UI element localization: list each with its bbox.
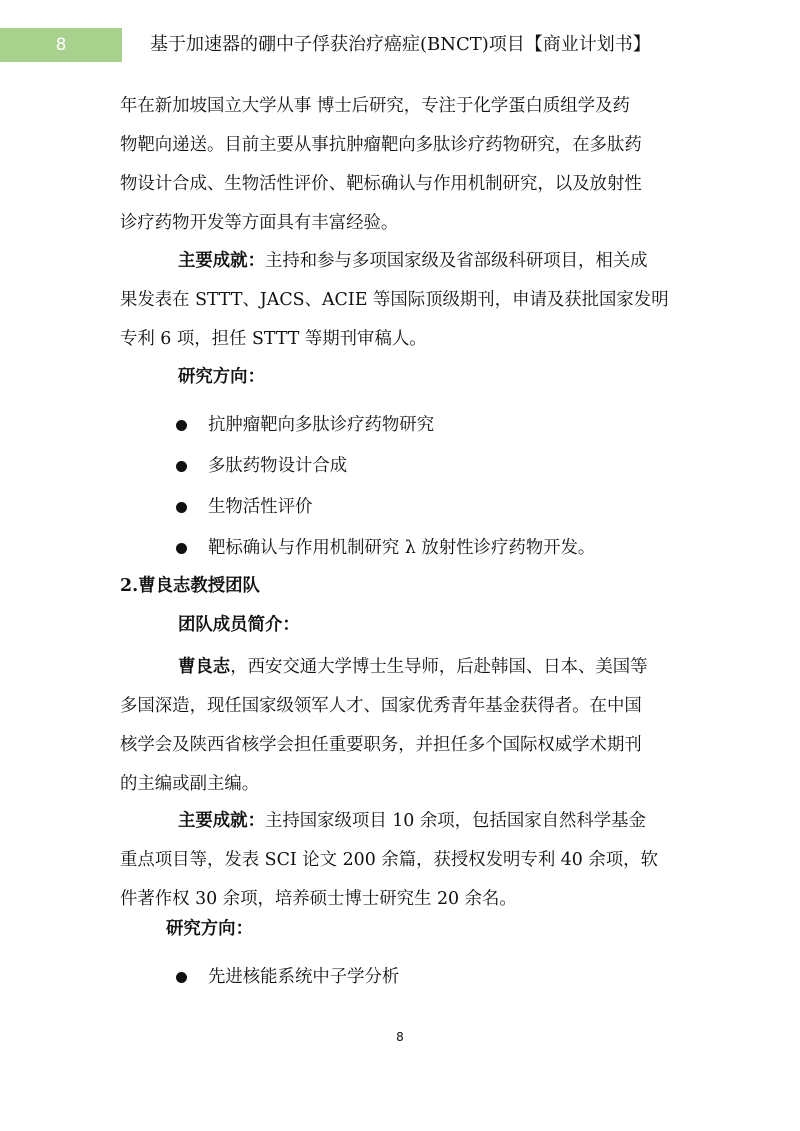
header-title: 基于加速器的硼中子俘获治疗癌症(BNCT)项目【商业计划书】	[150, 34, 651, 55]
research-direction-label: 研究方向：	[178, 367, 265, 387]
achievement-text: 主持国家级项目 10 余项，包括国家自然科学基金	[264, 811, 646, 831]
page-header	[0, 28, 800, 62]
achievement-paragraph-1	[120, 242, 692, 359]
footer-page-number: 8	[396, 1030, 404, 1044]
bullet-icon	[176, 502, 187, 513]
bullet-icon	[176, 972, 187, 983]
text-line: 果发表在 STTT、JACS、ACIE 等国际顶级期刊，申请及获批国家发明	[120, 290, 669, 310]
text-line: 诊疗药物开发等方面具有丰富经验。	[120, 213, 399, 233]
section-heading: 2.曹良志教授团队	[120, 576, 260, 596]
text-line	[120, 242, 692, 281]
text-line: 物设计合成、生物活性评价、靶标确认与作用机制研究，以及放射性	[120, 174, 642, 194]
achievement-paragraph-2	[120, 802, 692, 919]
list-item-text: 先进核能系统中子学分析	[208, 967, 400, 987]
text-line	[120, 802, 692, 841]
team-members-label: 团队成员简介：	[178, 615, 300, 635]
intro-paragraph-1	[120, 87, 692, 243]
list-item-text: 多肽药物设计合成	[208, 456, 348, 476]
achievement-label: 主要成就：	[178, 251, 265, 271]
bullet-icon	[176, 420, 187, 431]
intro-text: ，西安交通大学博士生导师，后赴韩国、日本、美国等	[230, 657, 648, 677]
text-line: 核学会及陕西省核学会担任重要职务，并担任多个国际权威学术期刊	[120, 735, 642, 755]
text-line	[120, 648, 692, 687]
text-line: 专利 6 项，担任 STTT 等期刊审稿人。	[120, 329, 427, 349]
text-line: 物靶向递送。目前主要从事抗肿瘤靶向多肽诊疗药物研究，在多肽药	[120, 135, 642, 155]
text-line: 件著作权 30 余项，培养硕士博士研究生 20 余名。	[120, 889, 517, 909]
member-name: 曹良志	[178, 657, 231, 677]
header-page-number: 8	[0, 28, 122, 62]
text-line: 年在新加坡国立大学从事 博士后研究，专注于化学蛋白质组学及药	[120, 96, 630, 116]
text-line: 重点项目等，发表 SCI 论文 200 余篇，获授权发明专利 40 余项，软	[120, 850, 658, 870]
achievement-text: 主持和参与多项国家级及省部级科研项目，相关成	[264, 251, 648, 271]
list-item-text: 生物活性评价	[208, 497, 313, 517]
text-line: 多国深造，现任国家级领军人才、国家优秀青年基金获得者。在中国	[120, 696, 642, 716]
bullet-icon	[176, 461, 187, 472]
list-item-text: 抗肿瘤靶向多肽诊疗药物研究	[208, 415, 435, 435]
achievement-label: 主要成就：	[178, 811, 265, 831]
bullet-icon	[176, 543, 187, 554]
intro-paragraph-2	[120, 648, 692, 804]
research-direction-label: 研究方向：	[166, 919, 253, 939]
text-line: 的主编或副主编。	[120, 774, 260, 794]
list-item-text: 靶标确认与作用机制研究 λ 放射性诊疗药物开发。	[208, 538, 596, 558]
